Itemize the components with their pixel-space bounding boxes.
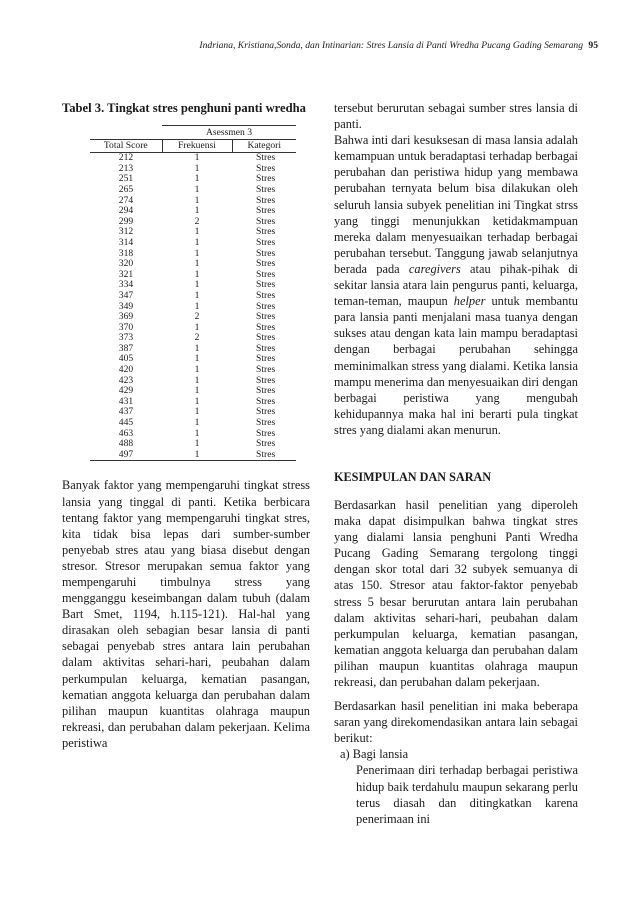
- table-row: [90, 450, 296, 461]
- cell-kategori: Stres: [256, 258, 276, 270]
- col-header-total-score: Total Score: [90, 139, 162, 153]
- cell-frekuensi: 1: [194, 236, 200, 248]
- cell-frekuensi: 2: [194, 332, 200, 344]
- recommendation-intro: Berdasarkan hasil penelitian ini maka beberapa saran yang direkomendasikan antara lain sebagai berikut:: [334, 699, 578, 746]
- section-heading: KESIMPULAN DAN SARAN: [334, 469, 492, 484]
- left-paragraph: Banyak faktor yang mempengaruhi tingkat stress lansia yang tinggal di panti. Ketika berbicara tentang faktor yang mempengaruhi tingkat stres, kita tidak bisa lepas dari sumber-sumber penyebab stres atau yang biasa disebut dengan stresor. Stresor merupakan semua faktor yang mempengaruhi timbulnya stress yang mengganggu keseimbangan dalam tubuh (dalam Bart Smet, 1194, h.115-121). Hal-hal yang dirasakan oleh sebagian besar lansia di panti sebagai penyebab stres antara lain perubahan dalam aktivitas sehari-hari, peubahan dalam perkumpulan keluarga, kematian pasangan, kematian anggota keluarga dan perubahan dalam pilihan maupun kuantitas olahraga maupun rekreasi, dan perubahan dalam pekerjaan. Kelima peristiwa: [62, 478, 310, 750]
- cell-total-score: 445: [118, 417, 134, 429]
- cell-kategori: Stres: [256, 300, 276, 312]
- cell-total-score: 314: [118, 236, 134, 248]
- left-column: [62, 100, 310, 751]
- para2-em-caregivers: caregivers: [408, 261, 461, 276]
- cell-kategori: Stres: [256, 279, 276, 291]
- cell-total-score: 251: [118, 173, 134, 185]
- cell-total-score: 274: [118, 194, 134, 206]
- stress-table: [90, 125, 296, 461]
- cell-total-score: 420: [118, 364, 134, 376]
- cell-frekuensi: 1: [194, 353, 200, 365]
- cell-frekuensi: 1: [194, 205, 200, 217]
- para2-em-helper: helper: [453, 294, 486, 309]
- table-row: [90, 238, 296, 249]
- cell-total-score: 320: [118, 258, 134, 270]
- cell-total-score: 265: [118, 183, 134, 195]
- cell-frekuensi: 1: [194, 427, 200, 439]
- cell-frekuensi: 1: [194, 385, 200, 397]
- cell-frekuensi: 1: [194, 364, 200, 376]
- table-caption: [62, 100, 310, 116]
- cell-total-score: 312: [118, 226, 134, 238]
- cell-total-score: 431: [118, 395, 134, 407]
- cell-kategori: Stres: [256, 427, 276, 439]
- cell-frekuensi: 1: [194, 162, 200, 174]
- cell-frekuensi: 1: [194, 268, 200, 280]
- cell-total-score: 299: [118, 215, 134, 227]
- cell-kategori: Stres: [256, 406, 276, 418]
- cell-frekuensi: 1: [194, 173, 200, 185]
- cell-frekuensi: 1: [194, 226, 200, 238]
- cell-total-score: 347: [118, 289, 134, 301]
- cell-kategori: Stres: [256, 152, 276, 164]
- table-group-header: Asessmen 3: [162, 126, 296, 140]
- cell-total-score: 212: [118, 152, 134, 164]
- cell-kategori: Stres: [256, 395, 276, 407]
- cell-kategori: Stres: [256, 236, 276, 248]
- cell-total-score: 369: [118, 311, 134, 323]
- list-item-a-text: Penerimaan diri terhadap berbagai peristiwa hidup baik terdahulu maupun sekarang perlu terus diasah dan ditingkatkan karena penerimaan ini: [356, 763, 578, 826]
- cell-total-score: 213: [118, 162, 134, 174]
- para2-part1: Bahwa inti dari kesuksesan di masa lansia adalah kemampuan untuk beradaptasi terhadap berbagai perubahan dan peristiwa hidup yang membawa perubahan ternyata belum bisa dilakukan oleh seluruh lansia subyek penelitian ini Tingkat strss yang tinggi menunjukkan ketidakmampuan mereka dalam menyesuaikan terhadap berbagai perubahan tersebut. Tanggung jawab selanjutnya berada pada: [334, 133, 578, 276]
- running-title: Indriana, Kristiana,Sonda, dan Intinarian: Stres Lansia di Panti Wredha Pucang Gading Semarang: [199, 40, 583, 51]
- cell-kategori: Stres: [256, 289, 276, 301]
- cell-total-score: 437: [118, 406, 134, 418]
- para2-part2: atau pihak-pihak di sekitar lansia atara lain pengurus panti, keluarga, teman-teman, maupun: [334, 261, 578, 309]
- cell-kategori: Stres: [256, 311, 276, 323]
- cell-kategori: Stres: [256, 205, 276, 217]
- cell-kategori: Stres: [256, 173, 276, 185]
- cell-total-score: 429: [118, 385, 134, 397]
- cell-kategori: Stres: [256, 342, 276, 354]
- cell-total-score: 387: [118, 342, 134, 354]
- cell-total-score: 488: [118, 438, 134, 450]
- right-paragraph-2: [334, 132, 578, 438]
- cell-total-score: 349: [118, 300, 134, 312]
- running-header: [0, 40, 598, 51]
- cell-frekuensi: 2: [194, 215, 200, 227]
- cell-kategori: Stres: [256, 268, 276, 280]
- cell-frekuensi: 1: [194, 321, 200, 333]
- cell-kategori: Stres: [256, 385, 276, 397]
- col-header-frekuensi: Frekuensi: [162, 139, 232, 153]
- cell-kategori: Stres: [256, 353, 276, 365]
- cell-kategori: Stres: [256, 162, 276, 174]
- cell-total-score: 497: [90, 450, 162, 461]
- right-paragraph-1: tersebut berurutan sebagai sumber stres lansia di panti.: [334, 101, 578, 132]
- cell-kategori: Stres: [256, 321, 276, 333]
- cell-frekuensi: 1: [194, 342, 200, 354]
- cell-frekuensi: 1: [162, 450, 232, 461]
- cell-kategori: Stres: [256, 226, 276, 238]
- cell-kategori: Stres: [256, 364, 276, 376]
- cell-frekuensi: 1: [194, 258, 200, 270]
- cell-kategori: Stres: [256, 183, 276, 195]
- cell-frekuensi: 1: [194, 289, 200, 301]
- page-number: 95: [588, 40, 598, 51]
- cell-total-score: 370: [118, 321, 134, 333]
- cell-frekuensi: 2: [194, 311, 200, 323]
- cell-total-score: 405: [118, 353, 134, 365]
- cell-total-score: 321: [118, 268, 134, 280]
- cell-total-score: 423: [118, 374, 134, 386]
- table-row: [90, 291, 296, 302]
- para2-part3: untuk membantu para lansia panti menjalani masa tuanya dengan sukses atau dengan kata lain mampu beradaptasi dengan berbagai perubahan sehingga meminimalkan stress yang dialami. Ketika lansia mampu menerima dan menyesuaikan diri dengan berbagai peristiwa yang mengubah kehidupannya maka hal ini berarti pula tingkat stres yang dialami akan menurun.: [334, 294, 578, 437]
- cell-kategori: Stres: [256, 247, 276, 259]
- list-item-a-label: a) Bagi lansia: [340, 747, 409, 762]
- cell-frekuensi: 1: [194, 438, 200, 450]
- cell-total-score: 463: [118, 427, 134, 439]
- cell-frekuensi: 1: [194, 374, 200, 386]
- cell-frekuensi: 1: [194, 152, 200, 164]
- cell-frekuensi: 1: [194, 300, 200, 312]
- cell-kategori: Stres: [256, 417, 276, 429]
- cell-total-score: 373: [118, 332, 134, 344]
- table-caption-label: Tabel 3.: [62, 101, 105, 115]
- cell-total-score: 294: [118, 205, 134, 217]
- cell-frekuensi: 1: [194, 395, 200, 407]
- cell-frekuensi: 1: [194, 279, 200, 291]
- right-column: [334, 100, 578, 827]
- conclusion-paragraph: Berdasarkan hasil penelitian yang diperoleh maka dapat disimpulkan bahwa tingkat stres yang dialami lansia penghuni Panti Wredha Pucang Gading Semarang tergolong tinggi dengan skor total dari 32 subyek semuanya di atas 150. Stresor atau faktor-faktor penyebab stress 5 besar berurutan antara lain perubahan dalam aktivitas sehari-hari, peubahan dalam perkumpulan keluarga, kematian pasangan, kematian anggota keluarga dan perubahan dalam pilihan maupun kuantitas olahraga maupun rekreasi, dan perubahan dalam pekerjaan.: [334, 497, 578, 689]
- table-row: [90, 185, 296, 196]
- cell-frekuensi: 1: [194, 417, 200, 429]
- cell-frekuensi: 1: [194, 247, 200, 259]
- col-header-kategori: Kategori: [232, 139, 296, 153]
- cell-frekuensi: 1: [194, 406, 200, 418]
- table-caption-text: Tingkat stres penghuni panti wredha: [107, 101, 306, 115]
- table-body: [90, 153, 296, 461]
- cell-kategori: Stres: [256, 215, 276, 227]
- cell-kategori: Stres: [256, 332, 276, 344]
- cell-kategori: Stres: [256, 374, 276, 386]
- cell-total-score: 318: [118, 247, 134, 259]
- cell-frekuensi: 1: [194, 183, 200, 195]
- cell-kategori: Stres: [256, 438, 276, 450]
- cell-frekuensi: 1: [194, 194, 200, 206]
- cell-total-score: 334: [118, 279, 134, 291]
- cell-kategori: Stres: [232, 450, 296, 461]
- cell-kategori: Stres: [256, 194, 276, 206]
